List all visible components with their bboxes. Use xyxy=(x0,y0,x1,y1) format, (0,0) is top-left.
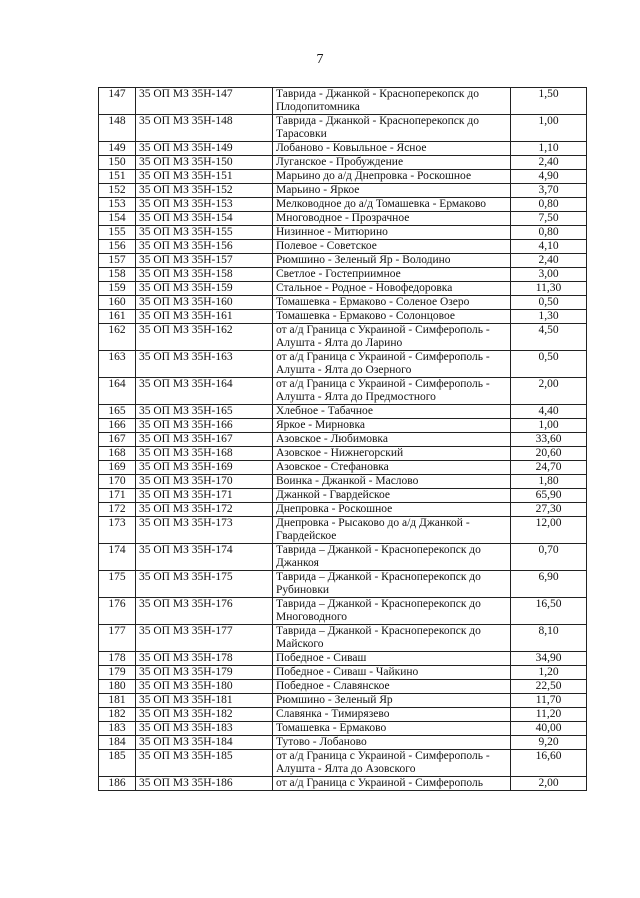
road-name-cell: Многоводное - Прозрачное xyxy=(273,212,511,226)
road-name-cell: Воинка - Джанкой - Маслово xyxy=(273,475,511,489)
table-row xyxy=(99,296,587,310)
table-row xyxy=(99,226,587,240)
road-length-cell: 2,40 xyxy=(511,254,587,268)
road-code-cell: 35 ОП МЗ 35Н-168 xyxy=(136,447,273,461)
road-name-cell: Победное - Сиваш - Чайкино xyxy=(273,666,511,680)
row-number-cell: 150 xyxy=(99,156,136,170)
road-name-cell: Стальное - Родное - Новофедоровка xyxy=(273,282,511,296)
road-code-cell: 35 ОП МЗ 35Н-164 xyxy=(136,378,273,405)
road-name-cell: Луганское - Пробуждение xyxy=(273,156,511,170)
table-row xyxy=(99,170,587,184)
row-number-cell: 180 xyxy=(99,680,136,694)
road-name-cell: Лобаново - Ковыльное - Ясное xyxy=(273,142,511,156)
road-code-cell: 35 ОП МЗ 35Н-153 xyxy=(136,198,273,212)
table-row xyxy=(99,433,587,447)
road-name-cell: Победное - Сиваш xyxy=(273,652,511,666)
row-number-cell: 177 xyxy=(99,625,136,652)
row-number-cell: 158 xyxy=(99,268,136,282)
road-name-cell: Днепровка - Роскошное xyxy=(273,503,511,517)
row-number-cell: 151 xyxy=(99,170,136,184)
road-code-cell: 35 ОП МЗ 35Н-163 xyxy=(136,351,273,378)
row-number-cell: 156 xyxy=(99,240,136,254)
road-length-cell: 2,00 xyxy=(511,378,587,405)
row-number-cell: 152 xyxy=(99,184,136,198)
road-code-cell: 35 ОП МЗ 35Н-172 xyxy=(136,503,273,517)
table-row xyxy=(99,254,587,268)
road-code-cell: 35 ОП МЗ 35Н-156 xyxy=(136,240,273,254)
row-number-cell: 178 xyxy=(99,652,136,666)
road-length-cell: 0,80 xyxy=(511,226,587,240)
row-number-cell: 155 xyxy=(99,226,136,240)
road-name-cell: Таврида – Джанкой - Красноперекопск до Джанкоя xyxy=(273,544,511,571)
road-name-cell: Хлебное - Табачное xyxy=(273,405,511,419)
road-code-cell: 35 ОП МЗ 35Н-169 xyxy=(136,461,273,475)
road-name-cell: от а/д Граница с Украиной - Симферополь - Алушта - Ялта до Предмостного xyxy=(273,378,511,405)
table-row xyxy=(99,447,587,461)
road-length-cell: 1,50 xyxy=(511,88,587,115)
table-row xyxy=(99,736,587,750)
road-name-cell: Азовское - Стефановка xyxy=(273,461,511,475)
road-length-cell: 22,50 xyxy=(511,680,587,694)
road-code-cell: 35 ОП МЗ 35Н-177 xyxy=(136,625,273,652)
road-name-cell: Славянка - Тимирязево xyxy=(273,708,511,722)
table-row xyxy=(99,475,587,489)
road-code-cell: 35 ОП МЗ 35Н-184 xyxy=(136,736,273,750)
road-code-cell: 35 ОП МЗ 35Н-170 xyxy=(136,475,273,489)
road-name-cell: Низинное - Митюрино xyxy=(273,226,511,240)
road-length-cell: 4,10 xyxy=(511,240,587,254)
table-row xyxy=(99,115,587,142)
row-number-cell: 162 xyxy=(99,324,136,351)
row-number-cell: 159 xyxy=(99,282,136,296)
road-length-cell: 24,70 xyxy=(511,461,587,475)
road-name-cell: Тутово - Лобаново xyxy=(273,736,511,750)
road-name-cell: Джанкой - Гвардейское xyxy=(273,489,511,503)
road-length-cell: 1,10 xyxy=(511,142,587,156)
table-row xyxy=(99,708,587,722)
road-length-cell: 1,00 xyxy=(511,419,587,433)
road-name-cell: Рюмшино - Зеленый Яр xyxy=(273,694,511,708)
table-row xyxy=(99,571,587,598)
row-number-cell: 154 xyxy=(99,212,136,226)
row-number-cell: 169 xyxy=(99,461,136,475)
road-length-cell: 4,90 xyxy=(511,170,587,184)
road-name-cell: от а/д Граница с Украиной - Симферополь xyxy=(273,777,511,791)
row-number-cell: 186 xyxy=(99,777,136,791)
road-length-cell: 1,00 xyxy=(511,115,587,142)
roads-table-body xyxy=(99,88,587,791)
road-name-cell: Полевое - Советское xyxy=(273,240,511,254)
road-code-cell: 35 ОП МЗ 35Н-160 xyxy=(136,296,273,310)
row-number-cell: 147 xyxy=(99,88,136,115)
road-length-cell: 16,50 xyxy=(511,598,587,625)
road-name-cell: от а/д Граница с Украиной - Симферополь - Алушта - Ялта до Азовского xyxy=(273,750,511,777)
table-row xyxy=(99,544,587,571)
table-row xyxy=(99,268,587,282)
road-name-cell: Таврида - Джанкой - Красноперекопск до Тарасовки xyxy=(273,115,511,142)
road-name-cell: Победное - Славянское xyxy=(273,680,511,694)
road-length-cell: 4,40 xyxy=(511,405,587,419)
table-row xyxy=(99,324,587,351)
road-length-cell: 12,00 xyxy=(511,517,587,544)
road-code-cell: 35 ОП МЗ 35Н-155 xyxy=(136,226,273,240)
road-name-cell: Томашевка - Ермаково - Соленое Озеро xyxy=(273,296,511,310)
table-row xyxy=(99,666,587,680)
table-row xyxy=(99,378,587,405)
table-row xyxy=(99,156,587,170)
road-length-cell: 11,70 xyxy=(511,694,587,708)
road-length-cell: 65,90 xyxy=(511,489,587,503)
row-number-cell: 175 xyxy=(99,571,136,598)
table-row xyxy=(99,722,587,736)
road-length-cell: 2,00 xyxy=(511,777,587,791)
road-code-cell: 35 ОП МЗ 35Н-175 xyxy=(136,571,273,598)
road-name-cell: Томашевка - Ермаково - Солонцовое xyxy=(273,310,511,324)
road-length-cell: 3,70 xyxy=(511,184,587,198)
road-code-cell: 35 ОП МЗ 35Н-166 xyxy=(136,419,273,433)
road-length-cell: 33,60 xyxy=(511,433,587,447)
row-number-cell: 168 xyxy=(99,447,136,461)
road-code-cell: 35 ОП МЗ 35Н-185 xyxy=(136,750,273,777)
row-number-cell: 174 xyxy=(99,544,136,571)
table-row xyxy=(99,310,587,324)
row-number-cell: 149 xyxy=(99,142,136,156)
row-number-cell: 173 xyxy=(99,517,136,544)
road-code-cell: 35 ОП МЗ 35Н-162 xyxy=(136,324,273,351)
table-row xyxy=(99,503,587,517)
table-row xyxy=(99,198,587,212)
table-row xyxy=(99,694,587,708)
road-name-cell: Светлое - Гостеприимное xyxy=(273,268,511,282)
road-length-cell: 0,50 xyxy=(511,296,587,310)
road-length-cell: 3,00 xyxy=(511,268,587,282)
road-name-cell: Марьино - Яркое xyxy=(273,184,511,198)
roads-table xyxy=(98,87,587,791)
road-code-cell: 35 ОП МЗ 35Н-180 xyxy=(136,680,273,694)
road-code-cell: 35 ОП МЗ 35Н-157 xyxy=(136,254,273,268)
road-name-cell: Таврида - Джанкой - Красноперекопск до Плодопитомника xyxy=(273,88,511,115)
road-code-cell: 35 ОП МЗ 35Н-173 xyxy=(136,517,273,544)
table-row xyxy=(99,142,587,156)
road-code-cell: 35 ОП МЗ 35Н-181 xyxy=(136,694,273,708)
row-number-cell: 157 xyxy=(99,254,136,268)
row-number-cell: 163 xyxy=(99,351,136,378)
road-code-cell: 35 ОП МЗ 35Н-152 xyxy=(136,184,273,198)
row-number-cell: 182 xyxy=(99,708,136,722)
table-row xyxy=(99,282,587,296)
row-number-cell: 166 xyxy=(99,419,136,433)
row-number-cell: 172 xyxy=(99,503,136,517)
road-code-cell: 35 ОП МЗ 35Н-183 xyxy=(136,722,273,736)
table-row xyxy=(99,184,587,198)
row-number-cell: 171 xyxy=(99,489,136,503)
road-code-cell: 35 ОП МЗ 35Н-150 xyxy=(136,156,273,170)
road-name-cell: Азовское - Нижнегорский xyxy=(273,447,511,461)
table-row xyxy=(99,598,587,625)
road-name-cell: Рюмшино - Зеленый Яр - Володино xyxy=(273,254,511,268)
road-length-cell: 11,30 xyxy=(511,282,587,296)
road-name-cell: Марьино до а/д Днепровка - Роскошное xyxy=(273,170,511,184)
road-name-cell: Днепровка - Рысаково до а/д Джанкой - Гвардейское xyxy=(273,517,511,544)
row-number-cell: 161 xyxy=(99,310,136,324)
row-number-cell: 176 xyxy=(99,598,136,625)
road-code-cell: 35 ОП МЗ 35Н-147 xyxy=(136,88,273,115)
road-length-cell: 4,50 xyxy=(511,324,587,351)
road-code-cell: 35 ОП МЗ 35Н-158 xyxy=(136,268,273,282)
table-row xyxy=(99,461,587,475)
road-name-cell: Таврида – Джанкой - Красноперекопск до Многоводного xyxy=(273,598,511,625)
road-length-cell: 8,10 xyxy=(511,625,587,652)
row-number-cell: 170 xyxy=(99,475,136,489)
road-length-cell: 1,20 xyxy=(511,666,587,680)
table-row xyxy=(99,88,587,115)
road-length-cell: 27,30 xyxy=(511,503,587,517)
road-code-cell: 35 ОП МЗ 35Н-149 xyxy=(136,142,273,156)
page-number: 7 xyxy=(316,52,324,67)
road-length-cell: 20,60 xyxy=(511,447,587,461)
road-name-cell: от а/д Граница с Украиной - Симферополь - Алушта - Ялта до Озерного xyxy=(273,351,511,378)
row-number-cell: 179 xyxy=(99,666,136,680)
road-code-cell: 35 ОП МЗ 35Н-148 xyxy=(136,115,273,142)
table-row xyxy=(99,625,587,652)
row-number-cell: 165 xyxy=(99,405,136,419)
road-code-cell: 35 ОП МЗ 35Н-176 xyxy=(136,598,273,625)
table-row xyxy=(99,680,587,694)
row-number-cell: 160 xyxy=(99,296,136,310)
road-length-cell: 11,20 xyxy=(511,708,587,722)
road-name-cell: Мелководное до а/д Томашевка - Ермаково xyxy=(273,198,511,212)
road-length-cell: 0,50 xyxy=(511,351,587,378)
road-code-cell: 35 ОП МЗ 35Н-151 xyxy=(136,170,273,184)
table-row xyxy=(99,212,587,226)
road-code-cell: 35 ОП МЗ 35Н-165 xyxy=(136,405,273,419)
road-code-cell: 35 ОП МЗ 35Н-186 xyxy=(136,777,273,791)
road-name-cell: Таврида – Джанкой - Красноперекопск до Рубиновки xyxy=(273,571,511,598)
road-name-cell: от а/д Граница с Украиной - Симферополь - Алушта - Ялта до Ларино xyxy=(273,324,511,351)
road-length-cell: 16,60 xyxy=(511,750,587,777)
row-number-cell: 184 xyxy=(99,736,136,750)
road-name-cell: Томашевка - Ермаково xyxy=(273,722,511,736)
road-length-cell: 7,50 xyxy=(511,212,587,226)
road-length-cell: 40,00 xyxy=(511,722,587,736)
road-code-cell: 35 ОП МЗ 35Н-171 xyxy=(136,489,273,503)
row-number-cell: 181 xyxy=(99,694,136,708)
table-row xyxy=(99,240,587,254)
road-name-cell: Азовское - Любимовка xyxy=(273,433,511,447)
table-row xyxy=(99,419,587,433)
road-length-cell: 34,90 xyxy=(511,652,587,666)
row-number-cell: 164 xyxy=(99,378,136,405)
row-number-cell: 167 xyxy=(99,433,136,447)
road-code-cell: 35 ОП МЗ 35Н-178 xyxy=(136,652,273,666)
road-code-cell: 35 ОП МЗ 35Н-159 xyxy=(136,282,273,296)
road-length-cell: 0,80 xyxy=(511,198,587,212)
table-row xyxy=(99,517,587,544)
row-number-cell: 153 xyxy=(99,198,136,212)
road-length-cell: 9,20 xyxy=(511,736,587,750)
road-length-cell: 1,30 xyxy=(511,310,587,324)
table-row xyxy=(99,777,587,791)
road-length-cell: 6,90 xyxy=(511,571,587,598)
road-length-cell: 2,40 xyxy=(511,156,587,170)
road-length-cell: 0,70 xyxy=(511,544,587,571)
row-number-cell: 148 xyxy=(99,115,136,142)
road-name-cell: Яркое - Мирновка xyxy=(273,419,511,433)
road-name-cell: Таврида – Джанкой - Красноперекопск до Майского xyxy=(273,625,511,652)
table-row xyxy=(99,351,587,378)
table-row xyxy=(99,750,587,777)
table-row xyxy=(99,405,587,419)
road-length-cell: 1,80 xyxy=(511,475,587,489)
row-number-cell: 183 xyxy=(99,722,136,736)
road-code-cell: 35 ОП МЗ 35Н-161 xyxy=(136,310,273,324)
road-code-cell: 35 ОП МЗ 35Н-174 xyxy=(136,544,273,571)
table-row xyxy=(99,489,587,503)
row-number-cell: 185 xyxy=(99,750,136,777)
road-code-cell: 35 ОП МЗ 35Н-167 xyxy=(136,433,273,447)
road-code-cell: 35 ОП МЗ 35Н-182 xyxy=(136,708,273,722)
road-code-cell: 35 ОП МЗ 35Н-179 xyxy=(136,666,273,680)
table-row xyxy=(99,652,587,666)
road-code-cell: 35 ОП МЗ 35Н-154 xyxy=(136,212,273,226)
